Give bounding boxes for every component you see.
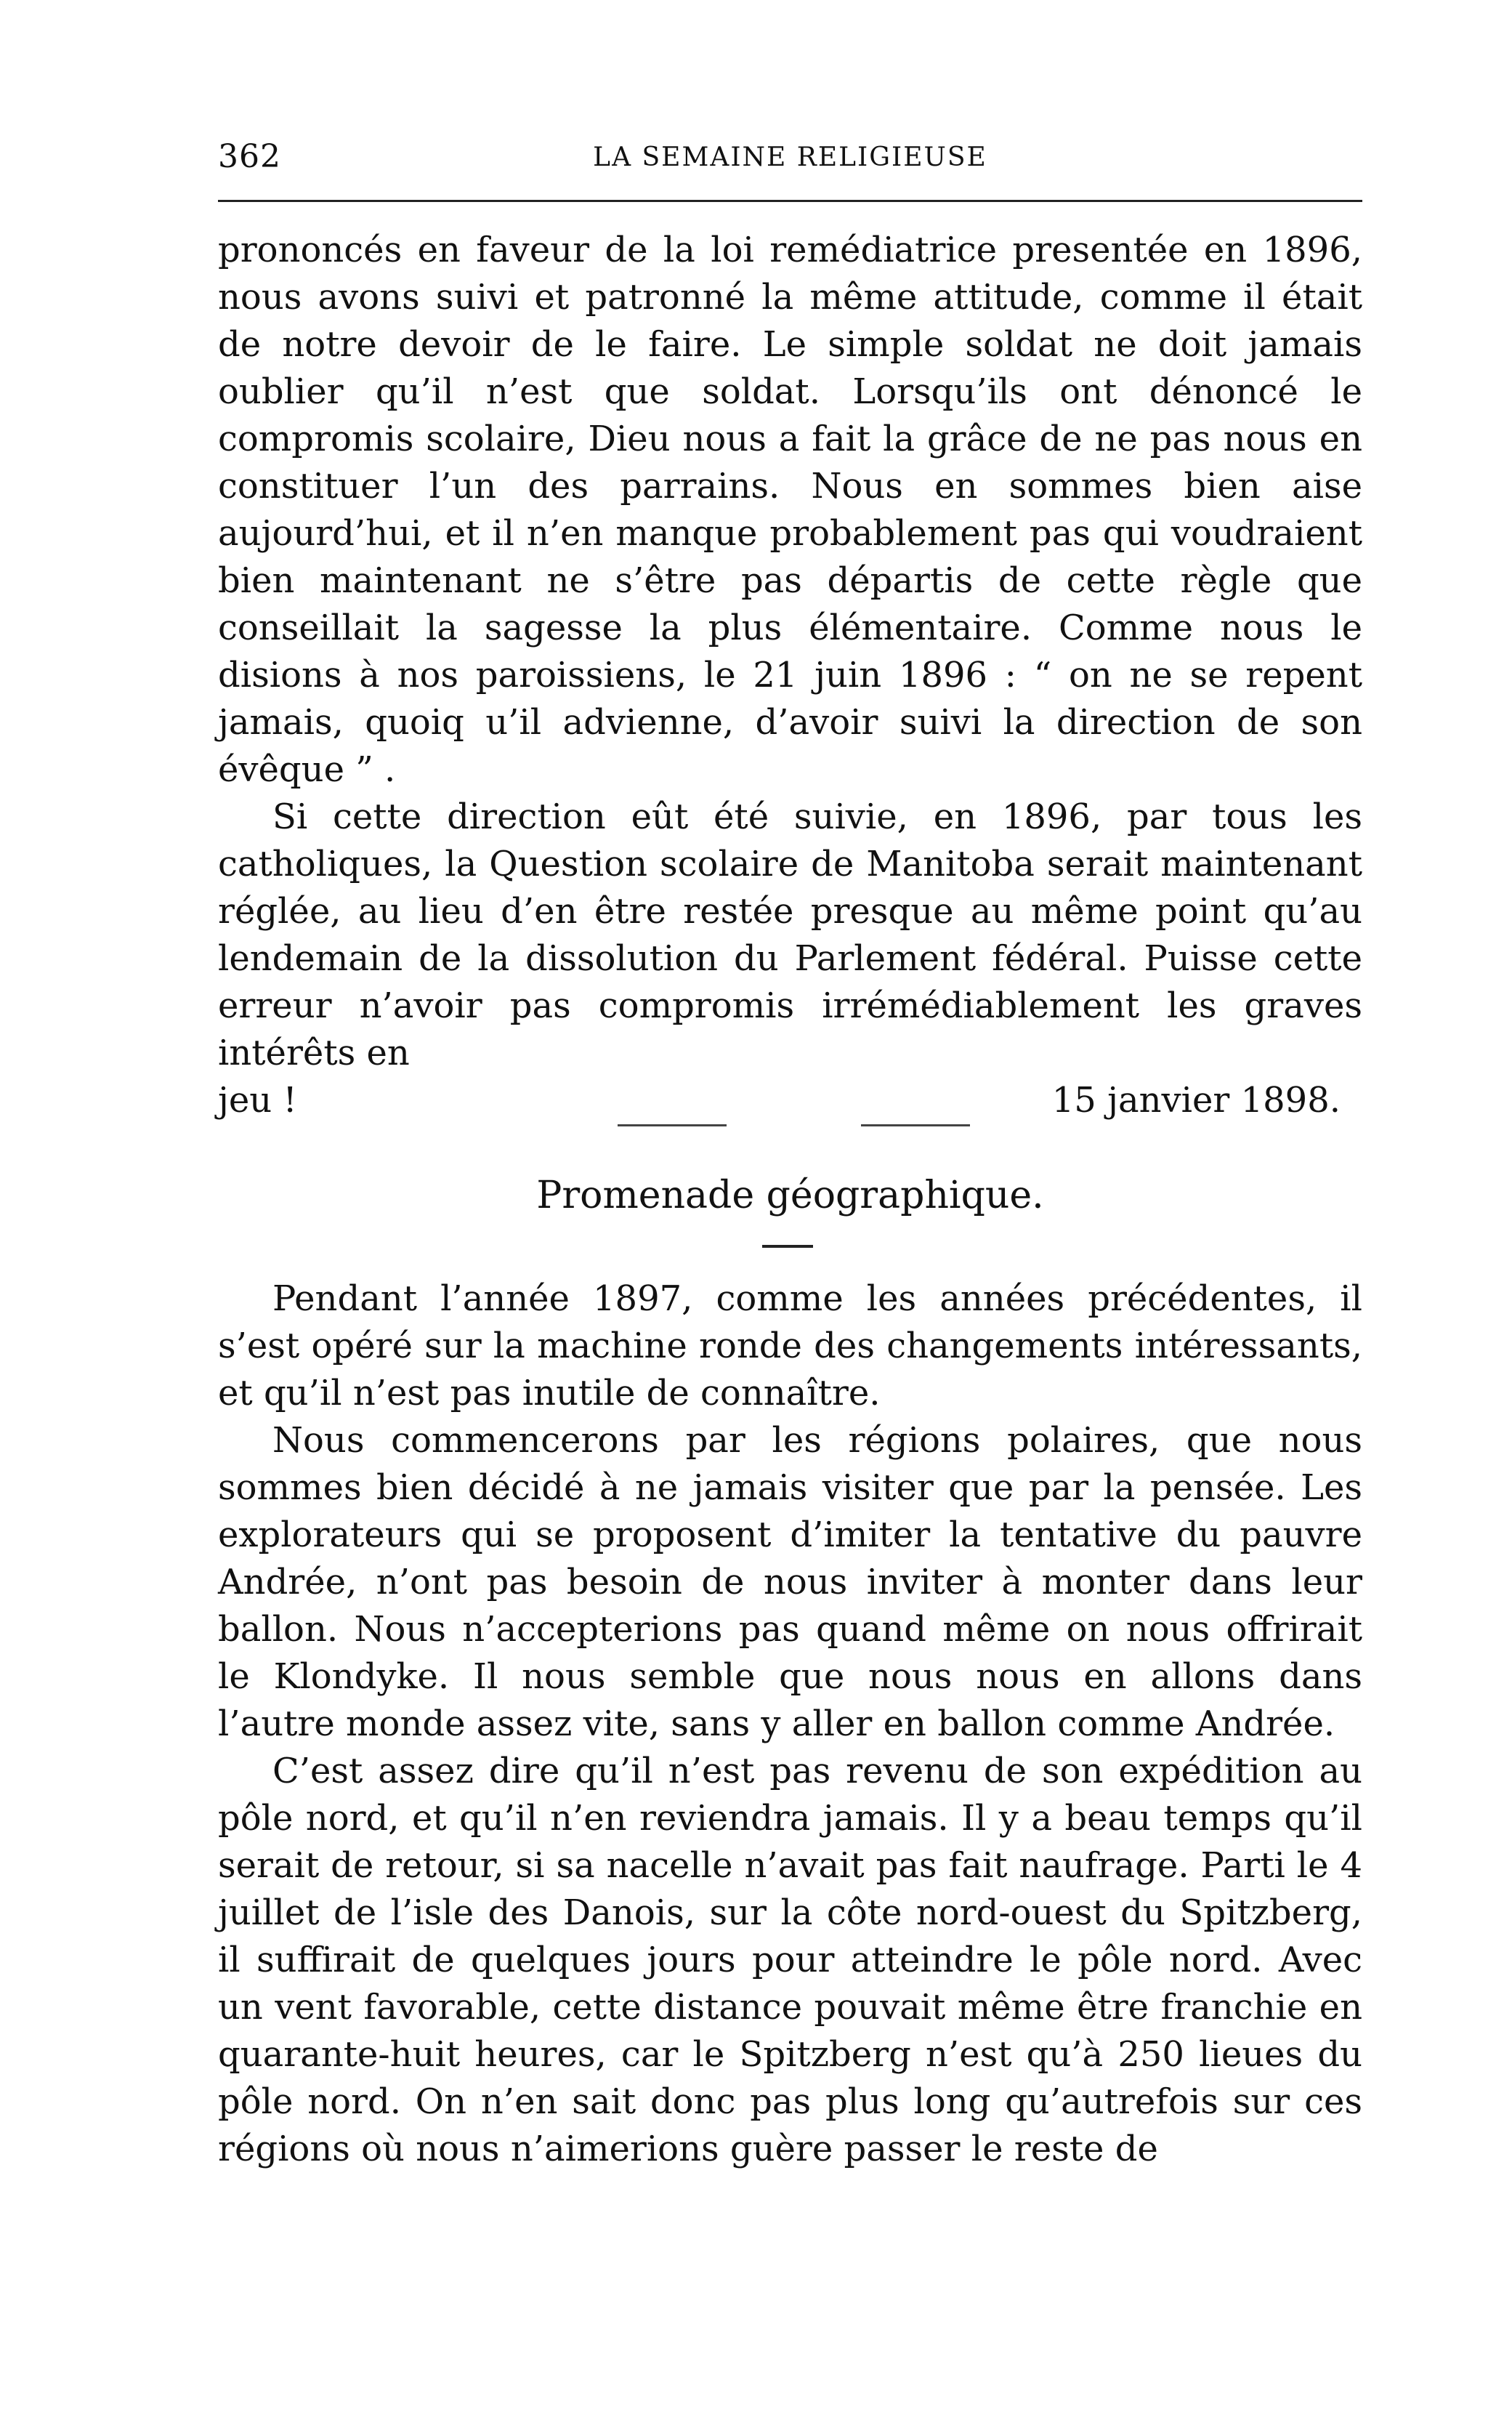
paragraph: C’est assez dire qu’il n’est pas revenu de son expédition au pôle nord, et qu’il n’en reviendra jamais. Il y a beau temps qu’il serait de retour, si sa nacelle n’avait pas fait naufrage. Parti le 4 juillet de l’isle des Danois, sur la côte nord-ouest du Spitzberg, il suffirait de quelques jours pour atteindre le pôle nord. Avec un vent favorable, cette distance pouvait même être franchie en quarante-huit heures, car le Spitzberg n’est qu’à 250 lieues du pôle nord. On n’en sait donc pas plus long qu’autrefois sur ces régions où nous n’aimerions guère passer le reste de xyxy=(218,1751,1362,2169)
paragraph: Pendant l’année 1897, comme les années précédentes, il s’est opéré sur la machine ronde des changements intéressants, et qu’il n’est pas inutile de connaître. xyxy=(218,1278,1362,1413)
first-article xyxy=(218,227,1362,1124)
header-rule xyxy=(218,200,1362,202)
paragraph: Nous commencerons par les régions polaires, que nous sommes bien décidé à ne jamais visiter que par la pensée. Les explorateurs qui se proposent d’imiter la tentative du pauvre Andrée, n’ont pas besoin de nous inviter à monter dans leur ballon. Nous n’accepterions pas quand même on nous offrirait le Klondyke. Il nous semble que nous nous en allons dans l’autre monde assez vite, sans y aller en ballon comme Andrée. xyxy=(218,1420,1362,1744)
closing-line xyxy=(218,1077,1362,1124)
page-header xyxy=(218,138,1362,182)
separator-rule xyxy=(618,1124,727,1126)
second-article xyxy=(218,1275,1362,2173)
section-title: Promenade géographique. xyxy=(536,1174,1044,1217)
paragraph: prononcés en faveur de la loi remédiatrice presentée en 1896, nous avons suivi et patronné la même attitude, comme il était de notre devoir de le faire. Le simple soldat ne doit jamais oublier qu’il n’est que soldat. Lorsqu’ils ont dénoncé le compromis scolaire, Dieu nous a fait la grâce de ne pas nous en constituer l’un des parrains. Nous en sommes bien aise aujourd’hui, et il n’en manque probablement pas qui voudraient bien maintenant ne s’être pas départis de cette règle que conseillait la sagesse la plus élémentaire. Comme nous le disions à nos paroissiens, le 21 juin 1896 : “ on ne se repent jamais, quoiq u’il advienne, d’avoir suivi la direction de son évêque ” . xyxy=(218,230,1362,790)
article-date: 15 janvier 1898. xyxy=(1051,1080,1341,1121)
title-dash xyxy=(762,1245,813,1248)
closing-word: jeu ! xyxy=(218,1080,297,1121)
running-title: LA SEMAINE RELIGIEUSE xyxy=(593,142,987,172)
separator-rule xyxy=(861,1124,970,1126)
page-number: 362 xyxy=(218,138,281,175)
paragraph: Si cette direction eût été suivie, en 1896, par tous les catholiques, la Question scolaire de Manitoba serait maintenant réglée, au lieu d’en être restée presque au même point qu’au lendemain de la dissolution du Parlement fédéral. Puisse cette erreur n’avoir pas compromis irrémédiablement les graves intérêts en xyxy=(218,796,1362,1073)
